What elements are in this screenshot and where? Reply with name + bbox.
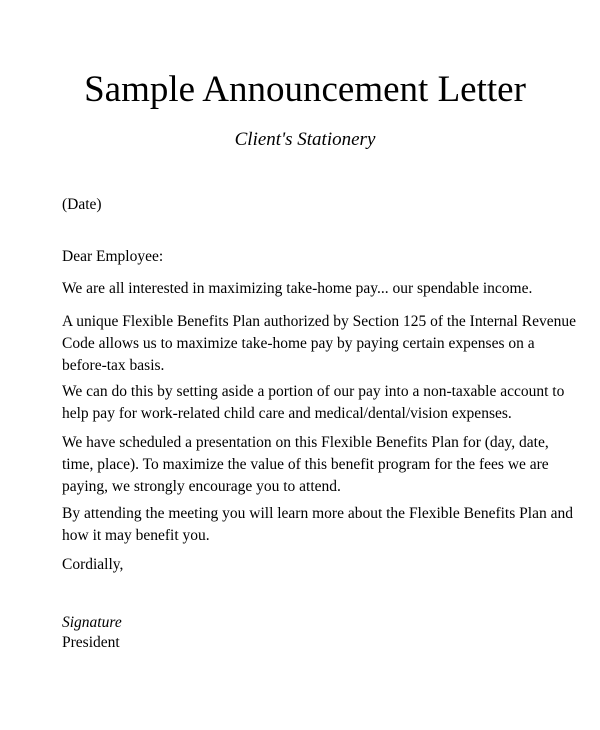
paragraph-line: before-tax basis.: [62, 357, 165, 374]
paragraph-line: help pay for work-related child care and medical/dental/vision expenses.: [62, 405, 512, 422]
paragraph-line: paying, we strongly encourage you to attend.: [62, 478, 341, 495]
paragraph-line: how it may benefit you.: [62, 527, 210, 544]
paragraph-line: We have scheduled a presentation on this Flexible Benefits Plan for (day, date,: [62, 434, 549, 451]
paragraph-5: [62, 503, 573, 547]
signer-role: President: [62, 634, 120, 651]
letter-closing: Cordially,: [62, 556, 124, 573]
paragraph-line: time, place). To maximize the value of this benefit program for the fees we are: [62, 456, 549, 473]
letter-date: (Date): [62, 196, 102, 213]
signature-placeholder: Signature: [62, 614, 122, 631]
paragraph-line: A unique Flexible Benefits Plan authorized by Section 125 of the Internal Revenue: [62, 313, 576, 330]
paragraph-4: [62, 432, 562, 498]
stationery-subtitle: Client's Stationery: [234, 129, 376, 150]
paragraph-1: [62, 278, 562, 300]
paragraph-line: By attending the meeting you will learn more about the Flexible Benefits Plan and: [62, 505, 573, 522]
page-title: Sample Announcement Letter: [84, 69, 526, 110]
paragraph-line: We can do this by setting aside a portion of our pay into a non-taxable account to: [62, 383, 565, 400]
paragraph-3: [62, 381, 565, 425]
paragraph-2: [62, 311, 576, 377]
paragraph-line: We are all interested in maximizing take-home pay... our spendable income.: [62, 280, 533, 297]
paragraph-line: Code allows us to maximize take-home pay by paying certain expenses on a: [62, 335, 535, 352]
letter-salutation: Dear Employee:: [62, 248, 164, 265]
